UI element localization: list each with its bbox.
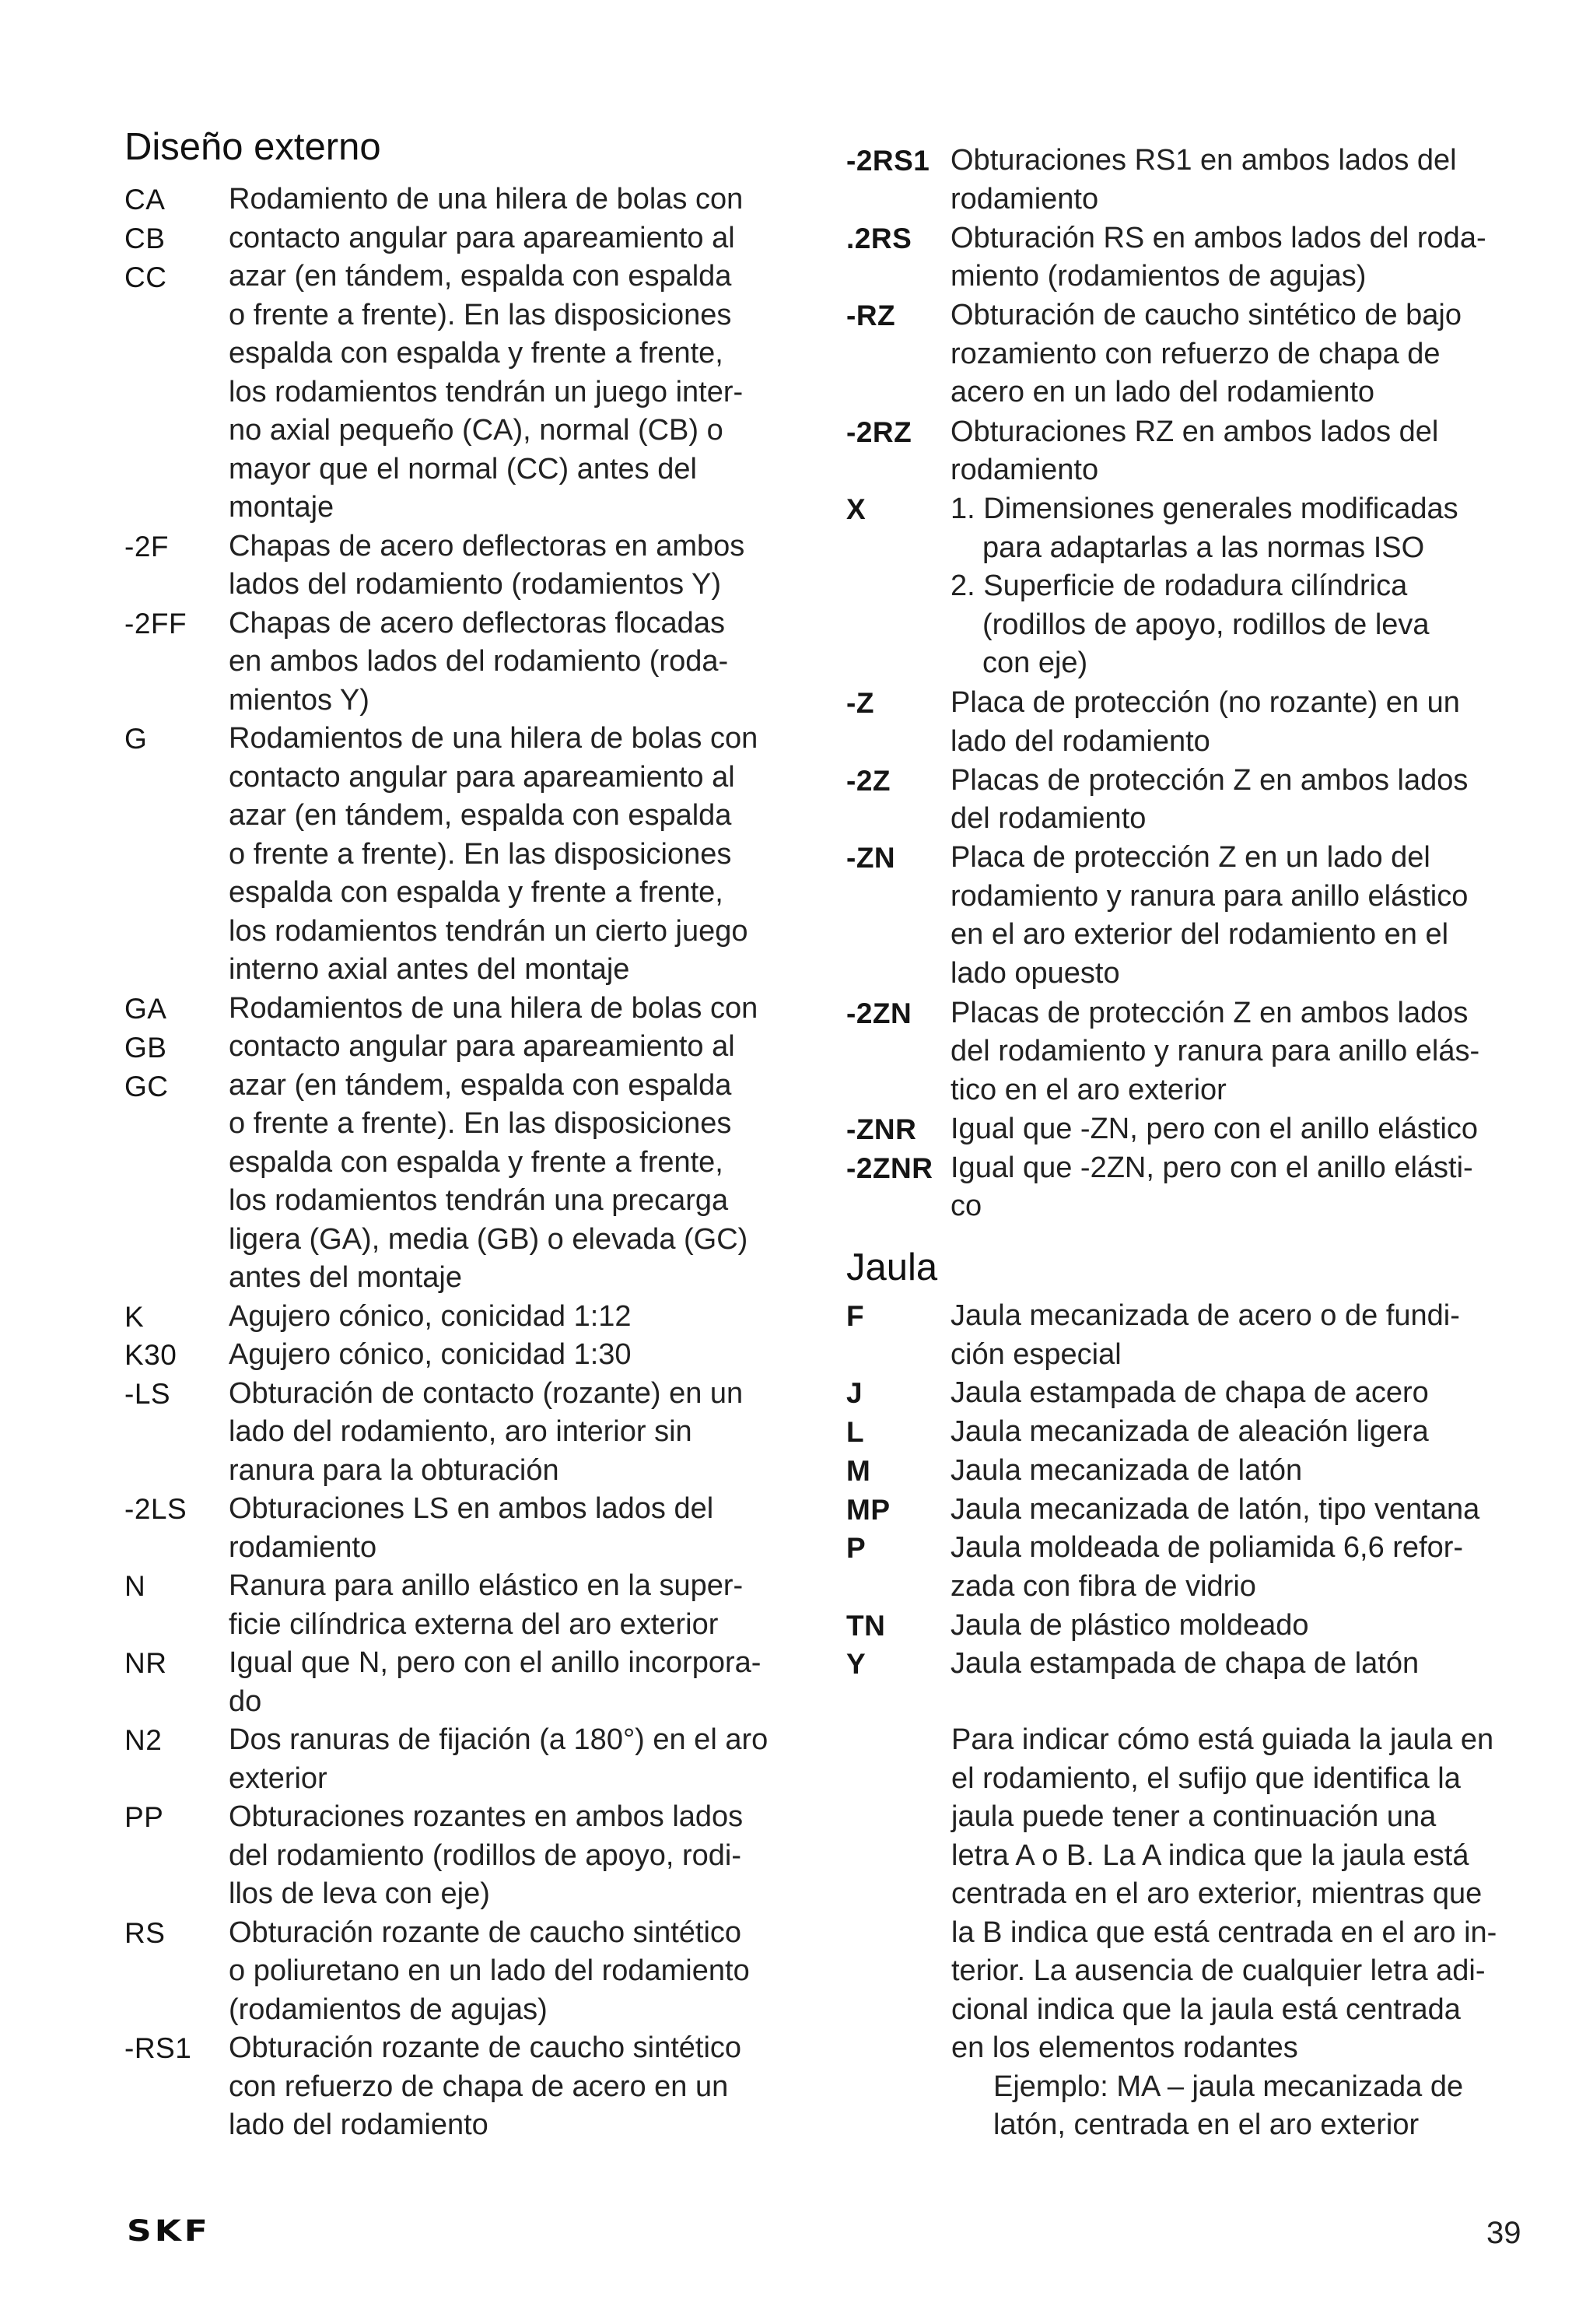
text-line: 1. Dimensiones generales modificadas xyxy=(951,492,1458,526)
suffix-code xyxy=(124,1490,187,1529)
text-line: latón, centrada en el aro exterior xyxy=(993,2108,1420,2141)
text-line: contacto angular para apareamiento al xyxy=(229,221,735,254)
text-line: Obturaciones RZ en ambos lados del xyxy=(951,415,1439,448)
text-line: Obturación RS en ambos lados del roda- xyxy=(951,221,1486,254)
suffix-code-text: GA xyxy=(124,992,167,1025)
text-line: Obturación rozante de caucho sintético xyxy=(229,1916,742,1949)
text-line: lado del rodamiento, aro interior sin xyxy=(229,1415,692,1448)
text-line: Placa de protección Z en un lado del xyxy=(951,841,1430,875)
suffix-description xyxy=(951,762,1468,839)
suffix-code-text: J xyxy=(846,1377,863,1410)
suffix-code-text: TN xyxy=(846,1609,886,1642)
suffix-code xyxy=(124,181,166,297)
text-line: Obturación de contacto (rozante) en un xyxy=(229,1376,744,1410)
text-line: ficie cilíndrica externa del aro exterior xyxy=(229,1607,719,1641)
suffix-code xyxy=(124,1644,166,1683)
text-line: ranura para la obturación xyxy=(229,1453,559,1487)
suffix-code xyxy=(124,1721,162,1760)
text-line: co xyxy=(951,1190,982,1223)
suffix-description xyxy=(229,1375,743,1491)
suffix-code-text: -2RS1 xyxy=(846,145,930,177)
text-line: o frente a frente). En las disposiciones xyxy=(229,837,732,871)
suffix-code xyxy=(124,2029,191,2068)
text-line: para adaptarlas a las normas ISO xyxy=(982,531,1425,564)
text-line: Obturación de caucho sintético de bajo xyxy=(951,299,1462,332)
suffix-description xyxy=(951,1149,1473,1226)
suffix-code-text: -RS1 xyxy=(124,2032,192,2064)
suffix-description xyxy=(951,1374,1429,1413)
text-line: 2. Superficie de rodadura cilíndrica xyxy=(951,570,1408,603)
text-line: espalda con espalda y frente a frente, xyxy=(229,876,723,909)
text-line: Jaula de plástico moldeado xyxy=(951,1608,1309,1642)
text-line: Placas de protección Z en ambos lados xyxy=(951,763,1469,797)
text-line: Ejemplo: MA – jaula mecanizada de xyxy=(993,2070,1464,2103)
text-line: Para indicar cómo está guiada la jaula en xyxy=(951,1723,1494,1756)
text-line: llos de leva con eje) xyxy=(229,1877,490,1910)
text-line: Ranura para anillo elástico en la super- xyxy=(229,1569,744,1602)
suffix-code-text: K30 xyxy=(124,1339,177,1371)
text-line: Placa de protección (no rozante) en un xyxy=(951,686,1460,720)
suffix-code xyxy=(846,1374,863,1413)
suffix-description xyxy=(951,1645,1419,1684)
suffix-description xyxy=(229,1914,750,2030)
text-line: espalda con espalda y frente a frente, xyxy=(229,337,723,370)
suffix-code-text: -RZ xyxy=(846,300,896,332)
suffix-code-text: N2 xyxy=(124,1724,163,1756)
suffix-code-text: -2RZ xyxy=(846,415,912,448)
suffix-description xyxy=(229,2029,741,2145)
text-line: Chapas de acero deflectoras en ambos xyxy=(229,529,745,563)
suffix-description xyxy=(951,142,1457,219)
suffix-description xyxy=(229,1490,713,1567)
text-line: miento (rodamientos de agujas) xyxy=(951,260,1367,293)
text-line: mayor que el normal (CC) antes del xyxy=(229,452,697,485)
suffix-description xyxy=(229,1644,761,1721)
note-text xyxy=(951,1721,1593,2068)
text-line: Obturaciones RS1 en ambos lados del xyxy=(951,144,1457,177)
text-line: los rodamientos tendrán una precarga xyxy=(229,1184,729,1217)
text-line: Obturación rozante de caucho sintético xyxy=(229,2031,742,2064)
suffix-description xyxy=(229,1336,632,1375)
suffix-code-text: -2F xyxy=(124,530,169,563)
text-line: o frente a frente). En las disposiciones xyxy=(229,298,732,331)
text-line: del rodamiento y ranura para anillo elás- xyxy=(951,1035,1480,1068)
text-line: exterior xyxy=(229,1761,327,1795)
suffix-code-text: -2Z xyxy=(846,764,891,797)
text-line: antes del montaje xyxy=(229,1261,462,1294)
text-line: Obturaciones rozantes en ambos lados xyxy=(229,1800,744,1833)
text-line: Obturaciones LS en ambos lados del xyxy=(229,1492,714,1525)
text-line: rodamiento y ranura para anillo elástico xyxy=(951,879,1469,913)
suffix-code xyxy=(124,605,187,643)
suffix-description xyxy=(229,181,743,528)
suffix-code xyxy=(846,219,912,258)
suffix-code xyxy=(846,684,874,723)
text-line: Dos ranuras de fijación (a 180°) en el aro xyxy=(229,1723,768,1756)
text-line: terior. La ausencia de cualquier letra adi- xyxy=(951,1954,1486,1987)
text-line: rodamiento xyxy=(951,182,1099,216)
suffix-code-text: .2RS xyxy=(846,222,912,254)
suffix-code-text: M xyxy=(846,1454,871,1487)
suffix-code xyxy=(846,413,912,452)
suffix-code xyxy=(846,296,895,335)
skf-logo: SKF xyxy=(127,2214,211,2249)
numbered-subitem xyxy=(951,490,1458,567)
suffix-code xyxy=(124,1914,165,1953)
suffix-code-text: N xyxy=(124,1570,146,1602)
suffix-description xyxy=(951,219,1486,296)
text-line: zada con fibra de vidrio xyxy=(951,1569,1256,1603)
text-line: espalda con espalda y frente a frente, xyxy=(229,1145,723,1179)
suffix-code-text: -2ZN xyxy=(846,997,912,1029)
text-line: ligera (GA), media (GB) o elevada (GC) xyxy=(229,1222,748,1256)
suffix-code-text: CA xyxy=(124,184,166,216)
suffix-code xyxy=(124,1798,163,1837)
suffix-code xyxy=(846,1529,866,1568)
suffix-code-text: L xyxy=(846,1416,865,1449)
suffix-description xyxy=(951,684,1460,761)
text-line: contacto angular para apareamiento al xyxy=(229,760,735,794)
text-line: la B indica que está centrada en el aro in- xyxy=(951,1916,1497,1949)
text-line: Jaula mecanizada de acero o de fundi- xyxy=(951,1299,1460,1332)
suffix-code xyxy=(124,1298,144,1337)
text-line: con refuerzo de chapa de acero en un xyxy=(229,2070,729,2103)
text-line: Jaula mecanizada de aleación ligera xyxy=(951,1415,1429,1449)
text-line: centrada en el aro exterior, mientras que xyxy=(951,1877,1483,1910)
suffix-code xyxy=(846,1110,916,1149)
suffix-code xyxy=(846,994,912,1033)
text-line: los rodamientos tendrán un cierto juego xyxy=(229,914,748,948)
text-line: Jaula moldeada de poliamida 6,6 refor- xyxy=(951,1531,1464,1565)
text-line: el rodamiento, el sufijo que identifica la xyxy=(951,1761,1461,1795)
suffix-description xyxy=(229,605,728,720)
text-line: Jaula mecanizada de latón xyxy=(951,1453,1303,1487)
suffix-description xyxy=(229,1298,632,1337)
suffix-code xyxy=(846,142,930,181)
suffix-code xyxy=(846,762,891,801)
text-line: azar (en tándem, espalda con espalda xyxy=(229,799,732,832)
suffix-code-text: NR xyxy=(124,1647,167,1679)
text-line: letra A o B. La A indica que la jaula está xyxy=(951,1839,1469,1872)
suffix-code-text: -ZNR xyxy=(846,1113,917,1145)
text-line: (rodillos de apoyo, rodillos de leva xyxy=(982,608,1430,641)
suffix-description xyxy=(229,1721,768,1798)
text-line: o frente a frente). En las disposiciones xyxy=(229,1107,732,1140)
text-line: no axial pequeño (CA), normal (CB) o xyxy=(229,414,723,447)
text-line: jaula puede tener a continuación una xyxy=(951,1800,1437,1833)
text-line: ción especial xyxy=(951,1337,1122,1371)
text-line: acero en un lado del rodamiento xyxy=(951,376,1375,409)
suffix-description xyxy=(951,1452,1302,1491)
text-line: Agujero cónico, conicidad 1:12 xyxy=(229,1299,632,1333)
text-line: Rodamientos de una hilera de bolas con xyxy=(229,991,758,1025)
text-line: Rodamiento de una hilera de bolas con xyxy=(229,183,744,216)
text-line: en ambos lados del rodamiento (roda- xyxy=(229,645,729,678)
text-line: Jaula estampada de chapa de acero xyxy=(951,1376,1429,1410)
text-line: montaje xyxy=(229,491,334,524)
text-line: del rodamiento xyxy=(951,802,1147,836)
suffix-description xyxy=(951,839,1468,993)
suffix-description xyxy=(951,413,1438,490)
text-line: del rodamiento (rodillos de apoyo, rodi- xyxy=(229,1839,742,1872)
section-heading-external-design: Diseño externo xyxy=(124,126,381,168)
suffix-code-text: Y xyxy=(846,1648,867,1681)
text-line: en los elementos rodantes xyxy=(951,2031,1298,2064)
suffix-code-text: RS xyxy=(124,1916,166,1949)
text-line: do xyxy=(229,1684,262,1718)
text-line: lados del rodamiento (rodamientos Y) xyxy=(229,568,721,601)
text-line: lado del rodamiento xyxy=(951,724,1210,758)
suffix-description xyxy=(951,490,1458,683)
note-example xyxy=(951,2068,1593,2145)
text-line: cional indica que la jaula está centrada xyxy=(951,1993,1461,2026)
suffix-code xyxy=(846,1413,864,1452)
text-line: rodamiento xyxy=(229,1530,377,1564)
suffix-code-text: -2FF xyxy=(124,607,187,640)
suffix-code xyxy=(846,1491,891,1530)
numbered-subitem xyxy=(951,567,1458,683)
suffix-code-text: CB xyxy=(124,223,166,254)
text-line: mientos Y) xyxy=(229,683,369,717)
suffix-code-text: GB xyxy=(124,1031,167,1064)
suffix-code xyxy=(124,528,169,566)
suffix-description xyxy=(951,1110,1478,1149)
suffix-code xyxy=(846,1607,885,1646)
suffix-code xyxy=(846,490,866,529)
cage-guidance-note xyxy=(951,1721,1593,2145)
suffix-code-text: -2ZNR xyxy=(846,1151,933,1184)
suffix-description xyxy=(951,296,1462,412)
text-line: azar (en tándem, espalda con espalda xyxy=(229,1068,732,1102)
suffix-description xyxy=(229,1798,743,1914)
suffix-code-text: -ZN xyxy=(846,842,896,875)
suffix-description xyxy=(229,990,758,1298)
text-line: Rodamientos de una hilera de bolas con xyxy=(229,722,758,755)
suffix-code xyxy=(124,1375,170,1414)
suffix-description xyxy=(229,1567,743,1644)
suffix-description xyxy=(229,720,758,990)
suffix-description xyxy=(951,1491,1479,1530)
suffix-description xyxy=(951,1297,1460,1374)
suffix-code xyxy=(846,1452,870,1491)
text-line: Jaula mecanizada de latón, tipo ventana xyxy=(951,1492,1480,1526)
text-line: (rodamientos de agujas) xyxy=(229,1993,548,2026)
suffix-code xyxy=(846,1645,866,1684)
text-line: Igual que N, pero con el anillo incorpora- xyxy=(229,1646,761,1679)
text-line: los rodamientos tendrán un juego inter- xyxy=(229,375,744,408)
text-line: contacto angular para apareamiento al xyxy=(229,1030,735,1063)
text-line: o poliuretano en un lado del rodamiento xyxy=(229,1954,750,1987)
suffix-code-text: -2LS xyxy=(124,1493,187,1525)
suffix-code xyxy=(846,1149,933,1188)
suffix-code-text: -Z xyxy=(846,687,874,720)
suffix-description xyxy=(951,1607,1309,1646)
suffix-code-text: K xyxy=(124,1300,145,1333)
suffix-code xyxy=(846,839,895,878)
text-line: rodamiento xyxy=(951,454,1099,487)
text-line: con eje) xyxy=(982,647,1088,680)
text-line: Igual que -2ZN, pero con el anillo elásti- xyxy=(951,1151,1473,1184)
text-line: azar (en tándem, espalda con espalda xyxy=(229,260,732,293)
suffix-description xyxy=(951,1529,1463,1606)
text-line: Jaula estampada de chapa de latón xyxy=(951,1647,1420,1681)
suffix-code-text: G xyxy=(124,723,148,755)
text-line: en el aro exterior del rodamiento en el xyxy=(951,918,1449,952)
text-line: tico en el aro exterior xyxy=(951,1073,1227,1106)
text-line: interno axial antes del montaje xyxy=(229,953,630,986)
suffix-code-text: P xyxy=(846,1532,867,1565)
suffix-code-text: PP xyxy=(124,1801,164,1833)
suffix-code xyxy=(124,1567,145,1606)
suffix-code-text: CC xyxy=(124,261,167,293)
page-number: 39 xyxy=(1486,2216,1521,2250)
suffix-code-text: MP xyxy=(846,1493,891,1526)
section-heading-cage: Jaula xyxy=(846,1246,938,1288)
text-line: Placas de protección Z en ambos lados xyxy=(951,996,1469,1029)
text-line: Chapas de acero deflectoras flocadas xyxy=(229,606,725,640)
text-line: Igual que -ZN, pero con el anillo elástico xyxy=(951,1113,1479,1145)
suffix-code xyxy=(124,720,147,759)
text-line: lado del rodamiento xyxy=(229,2108,488,2141)
suffix-description xyxy=(951,1413,1429,1452)
text-line: Agujero cónico, conicidad 1:30 xyxy=(229,1338,632,1371)
suffix-code-text: -LS xyxy=(124,1377,171,1410)
suffix-description xyxy=(229,528,744,605)
suffix-code xyxy=(124,990,169,1106)
suffix-code-text: F xyxy=(846,1300,865,1332)
text-line: lado opuesto xyxy=(951,956,1120,990)
text-line: rozamiento con refuerzo de chapa de xyxy=(951,337,1441,370)
suffix-description xyxy=(951,994,1479,1110)
suffix-code xyxy=(124,1336,177,1375)
suffix-code xyxy=(846,1297,864,1336)
suffix-code-text: X xyxy=(846,493,867,526)
suffix-code-text: GC xyxy=(124,1070,169,1102)
